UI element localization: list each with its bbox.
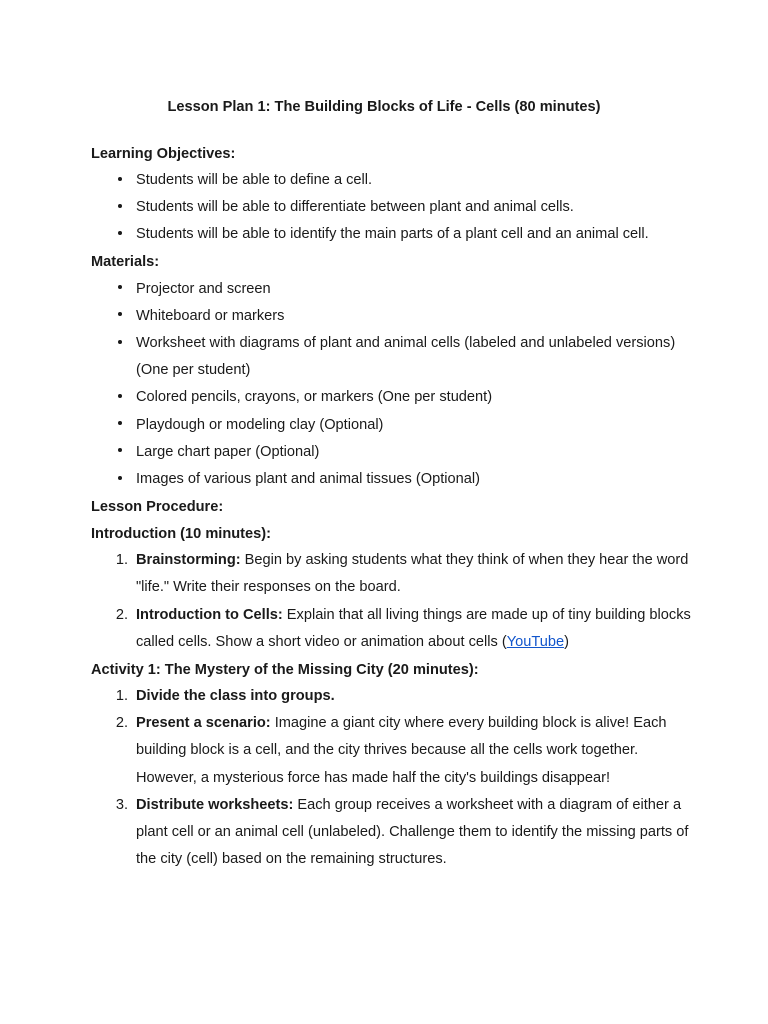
list-number: 2. bbox=[115, 606, 128, 623]
introduction-heading: Introduction (10 minutes): bbox=[91, 525, 271, 542]
document-body bbox=[91, 140, 691, 873]
list-item-text: Playdough or modeling clay (Optional) bbox=[136, 416, 384, 433]
lesson-procedure-heading: Lesson Procedure: bbox=[91, 498, 224, 515]
list-item-text: Students will be able to identify the main parts of a plant cell and an animal cell. bbox=[136, 226, 649, 243]
list-item-text: Students will be able to define a cell. bbox=[136, 172, 373, 188]
list-item bbox=[91, 384, 691, 411]
step-text: Explain that all living things are made up of tiny building blocks called cells. Show a short video or animation about cells ( bbox=[136, 606, 691, 650]
list-item-text: Large chart paper (Optional) bbox=[136, 443, 320, 460]
list-item bbox=[91, 602, 691, 656]
list-number: 2. bbox=[115, 715, 128, 732]
list-item-text: Whiteboard or markers bbox=[136, 307, 285, 324]
bullet-icon bbox=[110, 194, 130, 221]
step-text: Each group receives a worksheet with a diagram of either a plant cell or an animal cell (unlabeled). Challenge them to identify the missing parts of the city (cell) based on the remaining structures. bbox=[136, 796, 689, 868]
introduction-steps bbox=[91, 547, 691, 656]
list-item-text: Students will be able to differentiate between plant and animal cells. bbox=[136, 199, 574, 216]
youtube-link[interactable]: YouTube bbox=[506, 633, 565, 650]
step-label: Introduction to Cells: bbox=[136, 606, 283, 623]
page-title: Lesson Plan 1: The Building Blocks of Life - Cells (80 minutes) bbox=[167, 99, 601, 115]
step-label: Brainstorming: bbox=[136, 552, 241, 569]
step-text-after: ) bbox=[564, 633, 569, 650]
materials-heading: Materials: bbox=[91, 254, 160, 271]
bullet-icon bbox=[110, 466, 130, 493]
list-item-text: Projector and screen bbox=[136, 280, 271, 297]
step-label: Distribute worksheets: bbox=[136, 796, 294, 813]
learning-objectives-list bbox=[91, 167, 691, 249]
activity1-heading: Activity 1: The Mystery of the Missing City (20 minutes): bbox=[91, 661, 479, 678]
list-item bbox=[91, 330, 691, 384]
step-label: Present a scenario: bbox=[136, 715, 271, 732]
list-item bbox=[91, 683, 691, 710]
list-item bbox=[91, 167, 691, 194]
list-number: 1. bbox=[115, 688, 128, 705]
bullet-icon bbox=[110, 439, 130, 466]
bullet-icon bbox=[110, 384, 130, 411]
list-item bbox=[91, 792, 691, 874]
list-number: 3. bbox=[115, 796, 128, 813]
bullet-icon bbox=[110, 167, 130, 194]
list-item bbox=[91, 439, 691, 466]
step-label: Divide the class into groups. bbox=[136, 688, 335, 705]
list-item bbox=[91, 221, 691, 248]
activity1-steps bbox=[91, 683, 691, 873]
list-item bbox=[91, 547, 691, 601]
bullet-icon bbox=[110, 276, 130, 303]
list-item-text: Worksheet with diagrams of plant and animal cells (labeled and unlabeled versions) (One per student) bbox=[136, 335, 676, 379]
learning-objectives-heading: Learning Objectives: bbox=[91, 145, 236, 162]
bullet-icon bbox=[110, 221, 130, 248]
list-item bbox=[91, 710, 691, 792]
list-item-text: Colored pencils, crayons, or markers (One per student) bbox=[136, 389, 493, 406]
list-item-text: Images of various plant and animal tissues (Optional) bbox=[136, 471, 480, 488]
list-number: 1. bbox=[115, 552, 128, 569]
bullet-icon bbox=[110, 303, 130, 330]
bullet-icon bbox=[110, 412, 130, 439]
list-item bbox=[91, 194, 691, 221]
list-item bbox=[91, 303, 691, 330]
list-item bbox=[91, 412, 691, 439]
list-item bbox=[91, 466, 691, 493]
step-text: Begin by asking students what they think of when they hear the word "life." Write their responses on the board. bbox=[136, 552, 689, 596]
bullet-icon bbox=[110, 330, 130, 357]
materials-list bbox=[91, 276, 691, 494]
step-text: Imagine a giant city where every building block is alive! Each building block is a cell, and the city thrives because all the cells work together. However, a mysterious force has made half the city's buildings disappear! bbox=[136, 715, 667, 786]
list-item bbox=[91, 276, 691, 303]
